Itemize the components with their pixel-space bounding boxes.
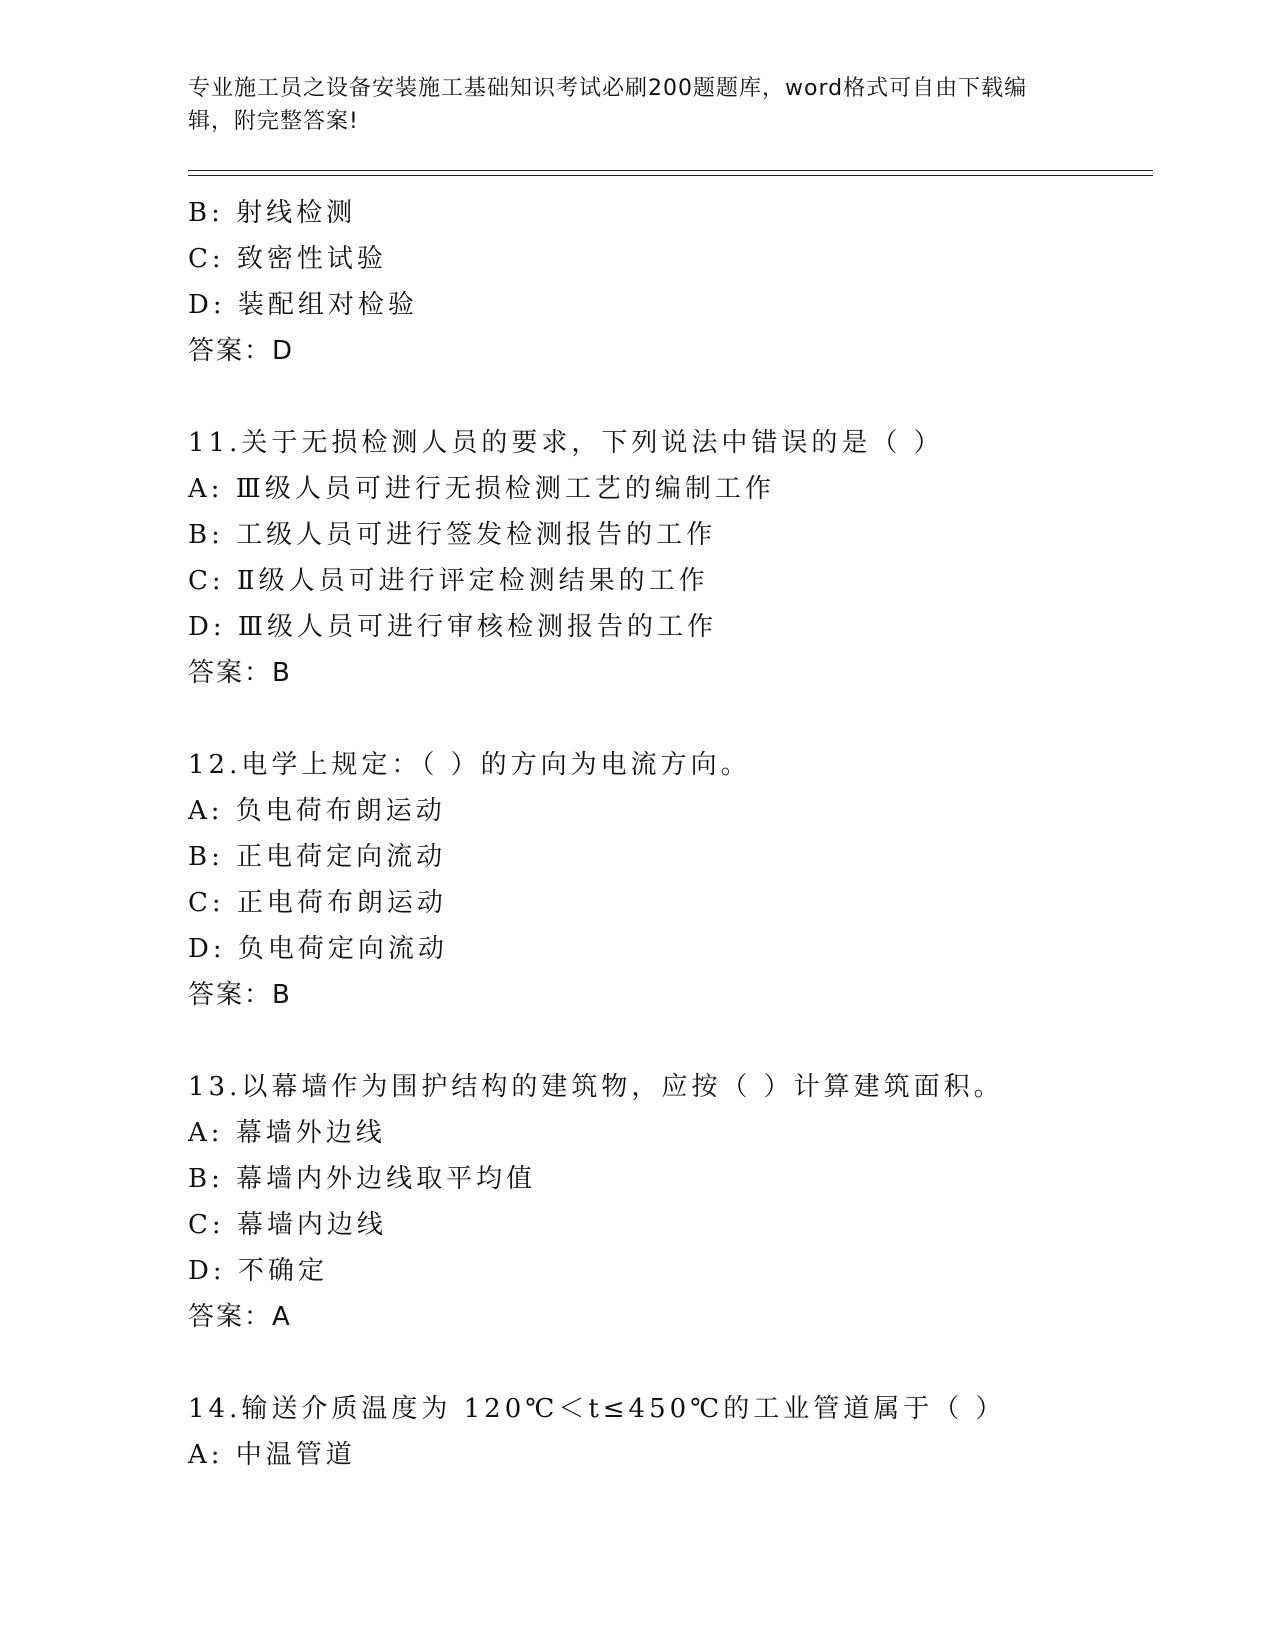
option-a: A: 负电荷布朗运动 — [188, 796, 446, 826]
answer-line: 答案：A — [188, 1302, 292, 1332]
option-d: D: Ⅲ级人员可进行审核检测报告的工作 — [188, 612, 717, 642]
question-stem: 13.以幕墙作为围护结构的建筑物，应按（ ）计算建筑面积。 — [188, 1072, 1004, 1102]
header-divider-top — [188, 170, 1153, 171]
option-a: A: Ⅲ级人员可进行无损检测工艺的编制工作 — [188, 474, 775, 504]
header-divider-bottom — [188, 175, 1153, 176]
option-b: B: 幕墙内外边线取平均值 — [188, 1164, 537, 1194]
question-list — [188, 190, 1148, 1478]
option-b: B: 正电荷定向流动 — [188, 842, 447, 872]
question-stem: 12.电学上规定：（ ）的方向为电流方向。 — [188, 750, 751, 780]
option-c: C: 幕墙内边线 — [188, 1210, 387, 1240]
option-b: B: 射线检测 — [188, 198, 357, 228]
document-header — [188, 72, 1068, 138]
option-c: C: Ⅱ级人员可进行评定检测结果的工作 — [188, 566, 709, 596]
question-block-14 — [188, 1386, 1148, 1478]
question-block-12 — [188, 742, 1148, 1018]
question-block-10 — [188, 190, 1148, 374]
question-block-13 — [188, 1064, 1148, 1340]
answer-line: 答案：B — [188, 658, 292, 688]
option-a: A: 中温管道 — [188, 1440, 356, 1470]
option-c: C: 正电荷布朗运动 — [188, 888, 447, 918]
option-c: C: 致密性试验 — [188, 244, 387, 274]
question-block-11 — [188, 420, 1148, 696]
option-b: B: 工级人员可进行签发检测报告的工作 — [188, 520, 717, 550]
question-stem: 11.关于无损检测人员的要求，下列说法中错误的是（ ） — [188, 428, 944, 458]
question-stem: 14.输送介质温度为 120℃＜t≤450℃的工业管道属于（ ） — [188, 1394, 1006, 1424]
answer-line: 答案：D — [188, 336, 295, 366]
header-title: 专业施工员之设备安装施工基础知识考试必刷200题题库，word格式可自由下载编辑，附完整答案! — [188, 76, 1028, 134]
answer-line: 答案：B — [188, 980, 292, 1010]
option-d: D: 负电荷定向流动 — [188, 934, 448, 964]
option-a: A: 幕墙外边线 — [188, 1118, 386, 1148]
option-d: D: 装配组对检验 — [188, 290, 418, 320]
option-d: D: 不确定 — [188, 1256, 328, 1286]
